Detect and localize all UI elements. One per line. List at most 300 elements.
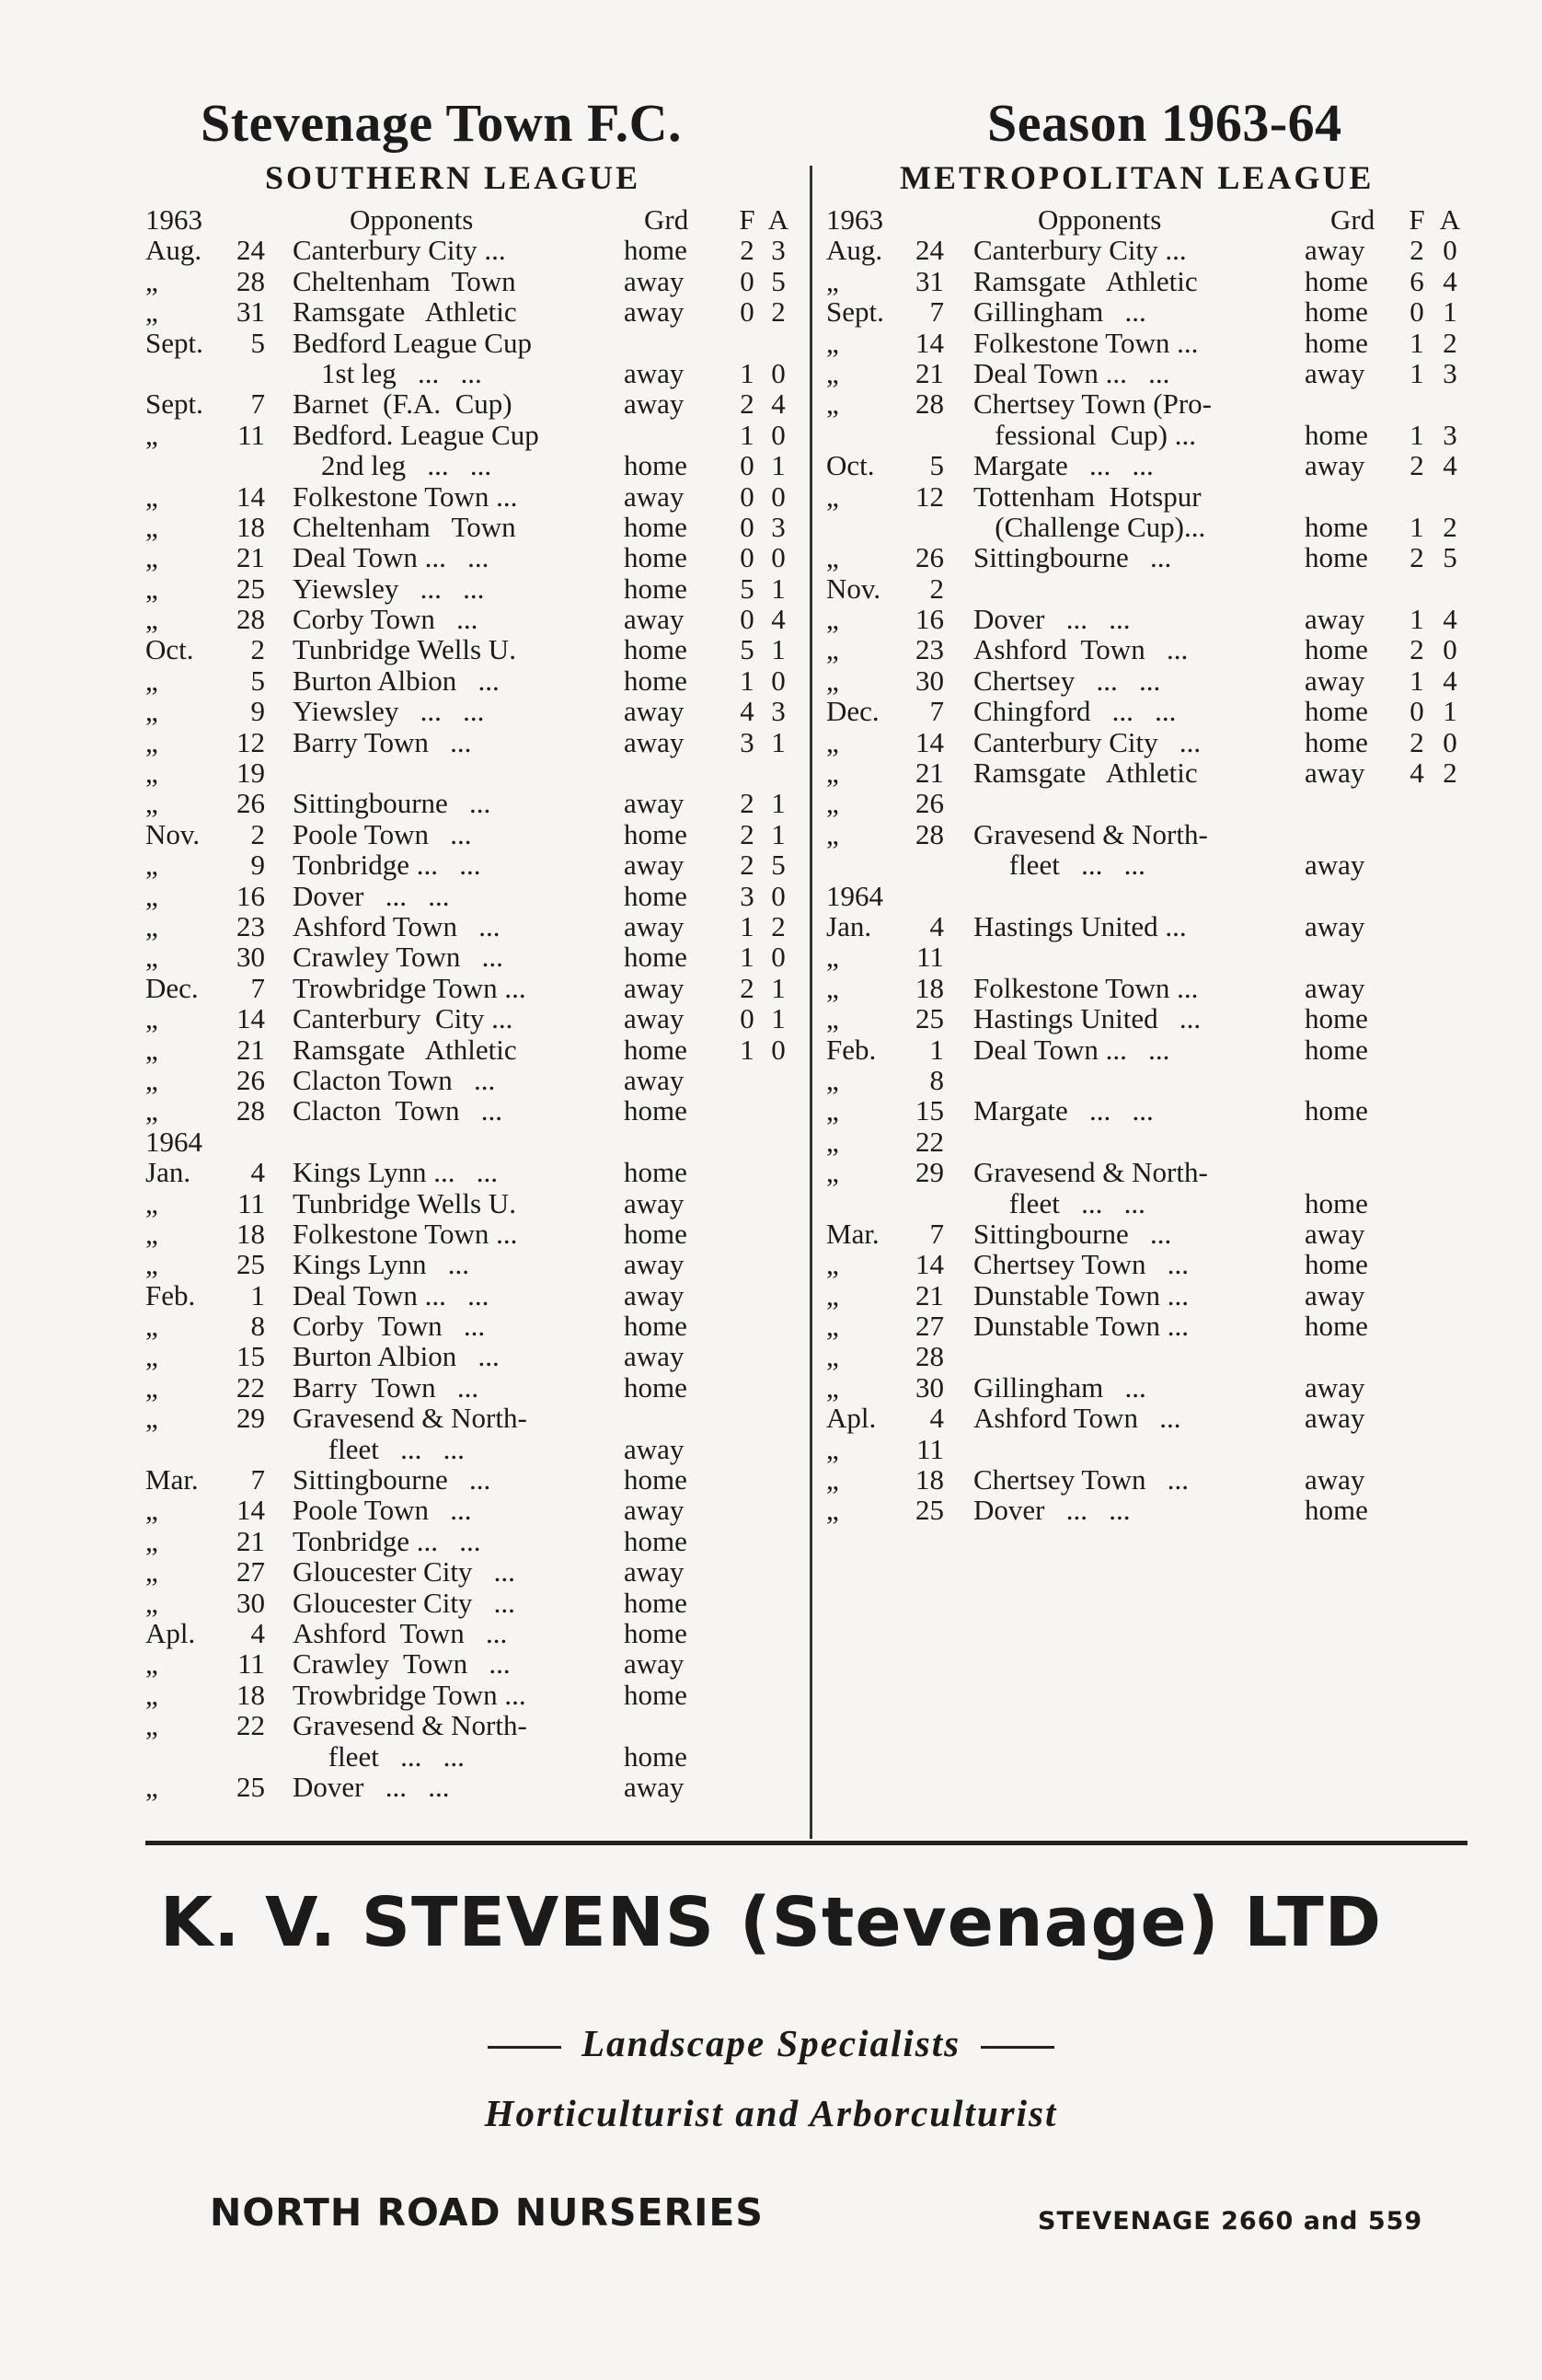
fixture-goals-against: 2: [1443, 510, 1457, 543]
fixture-row: [145, 973, 800, 1003]
fixture-ground: home: [624, 1678, 687, 1711]
fixture-opponent: Dover ... ...: [293, 879, 450, 912]
fixture-opponent: Margate ... ...: [973, 449, 1154, 482]
fixture-month: „: [145, 1186, 158, 1219]
fixture-day: 23: [236, 909, 265, 942]
fixture-goals-against: 1: [771, 449, 786, 482]
fixture-goals-against: 1: [1443, 295, 1457, 329]
fixture-opponent: Tonbridge ... ...: [293, 849, 481, 882]
fixture-opponent: Cheltenham Town: [293, 264, 516, 297]
fixture-row: [145, 388, 800, 419]
fixture-day: 2: [250, 817, 265, 850]
fixture-goals-against: 3: [771, 234, 786, 267]
fixture-ground: away: [624, 1063, 685, 1096]
fixture-day: 25: [236, 1770, 265, 1803]
fixture-opponent: 2nd leg ... ...: [293, 449, 492, 482]
fixture-opponent: Ramsgate Athletic: [973, 757, 1198, 790]
fixture-day: 28: [915, 387, 944, 421]
fixture-goals-for: 6: [1410, 264, 1424, 297]
fixture-day: 1: [250, 1278, 265, 1311]
fixture-day: 11: [916, 1432, 944, 1465]
fixture-ground: away: [624, 1494, 685, 1527]
fixture-month: „: [145, 879, 158, 912]
fixture-opponent: Bedford League Cup: [293, 326, 532, 359]
fixture-month: „: [145, 1494, 158, 1527]
fixture-goals-for: 2: [1410, 449, 1424, 482]
fixture-ground: away: [624, 1555, 685, 1589]
fixture-goals-against: 0: [771, 664, 786, 697]
fixture-opponent: Ramsgate Athletic: [293, 295, 517, 329]
fixture-month: Dec.: [826, 695, 880, 728]
fixture-month: „: [145, 1340, 158, 1373]
fixture-goals-for: 0: [740, 603, 754, 636]
fixture-opponent: Sittingbourne ...: [973, 1217, 1172, 1250]
fixture-ground: away: [624, 787, 685, 820]
fixture-month: „: [145, 418, 158, 451]
column-divider: [810, 166, 812, 1839]
fixture-ground: home: [624, 1033, 687, 1066]
fixture-day: 26: [915, 787, 944, 820]
fixture-ground: home: [624, 572, 687, 605]
fixture-ground: away: [624, 1248, 685, 1281]
fixture-day: 22: [236, 1709, 265, 1742]
fixture-month: „: [145, 295, 158, 329]
fixture-row: [826, 542, 1470, 572]
fixture-day: 11: [916, 941, 944, 974]
fixture-month: Feb.: [826, 1033, 877, 1066]
fixture-day: 21: [236, 1033, 265, 1066]
fixture-rows: [826, 235, 1470, 1525]
fixture-day: 12: [915, 479, 944, 513]
fixture-row: [145, 296, 800, 327]
fixture-month: „: [145, 1002, 158, 1035]
fixture-ground: home: [624, 1739, 687, 1773]
fixture-opponent: Dover ... ...: [293, 1770, 450, 1803]
fixture-goals-against: 4: [771, 603, 786, 636]
fixture-opponent: Folkestone Town ...: [293, 479, 518, 513]
fixture-goals-for: 2: [740, 787, 754, 820]
fixture-month: Sept.: [826, 295, 884, 329]
fixture-row: [826, 788, 1470, 818]
fixture-goals-against: 1: [771, 572, 786, 605]
fixture-month: „: [145, 1402, 158, 1435]
fixture-goals-for: 0: [740, 295, 754, 329]
fixture-opponent: Cheltenham Town: [293, 510, 516, 543]
fixture-ground: home: [1305, 541, 1368, 574]
fixture-month: „: [826, 1310, 839, 1343]
fixture-ground: away: [1305, 1402, 1365, 1435]
fixture-opponent: Ramsgate Athletic: [293, 1033, 517, 1066]
fixture-row: [826, 1311, 1470, 1341]
fixture-row: [826, 235, 1470, 265]
fixture-goals-for: 1: [1410, 356, 1424, 389]
fixtures-header: [145, 204, 800, 235]
fixture-opponent: Poole Town ...: [293, 1494, 472, 1527]
fixture-row: [826, 388, 1470, 419]
fixture-day: 27: [236, 1555, 265, 1589]
fixture-goals-against: 3: [771, 695, 786, 728]
fixture-ground: home: [624, 817, 687, 850]
fixture-row: [826, 512, 1470, 542]
fixture-ground: away: [1305, 234, 1365, 267]
fixture-row: [826, 1034, 1470, 1065]
fixture-row: [145, 1741, 800, 1772]
year-header: 1963: [145, 203, 202, 236]
fixture-day: 16: [915, 603, 944, 636]
fixture-opponent: Deal Town ... ...: [293, 541, 489, 574]
fixture-opponent: Folkestone Town ...: [293, 1217, 518, 1250]
fixture-day: 14: [915, 725, 944, 758]
fixture-ground: away: [624, 387, 685, 421]
fixture-row: [145, 450, 800, 480]
fixture-ground: away: [624, 1186, 685, 1219]
fixture-row: [826, 1403, 1470, 1433]
fixture-day: 21: [915, 1278, 944, 1311]
fixture-ground: away: [1305, 664, 1365, 697]
fixture-row: [826, 634, 1470, 664]
fixture-opponent: Canterbury City ...: [293, 234, 506, 267]
fixture-opponent: Folkestone Town ...: [973, 326, 1199, 359]
fixture-month: 1964: [145, 1125, 202, 1158]
fixture-goals-against: 1: [771, 633, 786, 666]
fixture-row: [145, 665, 800, 696]
fixture-ground: away: [624, 725, 685, 758]
fixture-day: 14: [915, 1248, 944, 1281]
fixture-day: 28: [915, 1340, 944, 1373]
fixture-ground: away: [624, 295, 685, 329]
fixture-ground: away: [1305, 1463, 1365, 1496]
fixture-day: 7: [929, 695, 944, 728]
fixture-day: 25: [236, 1248, 265, 1281]
fixture-month: „: [145, 510, 158, 543]
fixture-day: 30: [915, 664, 944, 697]
fixture-goals-for: 2: [1410, 725, 1424, 758]
fixture-day: 15: [236, 1340, 265, 1373]
fixture-ground: away: [624, 1432, 685, 1465]
fixture-day: 21: [915, 757, 944, 790]
fixture-ground: home: [1305, 326, 1368, 359]
fixture-row: [826, 1157, 1470, 1187]
fixture-ground: home: [1305, 633, 1368, 666]
fixture-row: [145, 1710, 800, 1740]
fixture-row: [145, 1126, 800, 1157]
fixture-day: 11: [237, 418, 265, 451]
fixture-day: 28: [236, 603, 265, 636]
fixture-opponent: Ashford Town ...: [973, 1402, 1181, 1435]
fixture-month: „: [826, 817, 839, 850]
fixture-month: „: [826, 1063, 839, 1096]
fixture-opponent: Gravesend & North-: [973, 1156, 1208, 1189]
fixture-day: 29: [915, 1156, 944, 1189]
fixture-ground: home: [1305, 1094, 1368, 1127]
fixture-opponent: Poole Town ...: [293, 817, 472, 850]
fixture-month: „: [826, 1432, 839, 1465]
fixture-goals-against: 4: [1443, 603, 1457, 636]
fixture-month: „: [826, 326, 839, 359]
fixture-opponent: Canterbury City ...: [973, 725, 1202, 758]
fixture-opponent: Barnet (F.A. Cup): [293, 387, 512, 421]
fixture-ground: home: [1305, 1310, 1368, 1343]
metropolitan-league-fixtures: [826, 204, 1470, 1526]
fixture-row: [145, 757, 800, 788]
fixture-row: [145, 788, 800, 818]
fixture-row: [145, 1648, 800, 1679]
fixture-day: 8: [250, 1310, 265, 1343]
advert-address: NORTH ROAD NURSERIES: [210, 2190, 764, 2235]
fixture-opponent: Chingford ... ...: [973, 695, 1177, 728]
fixture-opponent: Sittingbourne ...: [293, 1463, 491, 1496]
fixture-opponent: Burton Albion ...: [293, 1340, 500, 1373]
fixture-opponent: Sittingbourne ...: [293, 787, 491, 820]
fixture-goals-for: 4: [1410, 757, 1424, 790]
fixture-goals-against: 3: [1443, 356, 1457, 389]
advert-tagline-text: Landscape Specialists: [581, 2022, 961, 2064]
fixture-day: 18: [236, 510, 265, 543]
fixture-month: „: [826, 1463, 839, 1496]
fixture-opponent: Folkestone Town ...: [973, 971, 1199, 1004]
fixture-ground: home: [1305, 725, 1368, 758]
fixture-month: „: [145, 1310, 158, 1343]
fixture-ground: away: [624, 1002, 685, 1035]
fixture-month: „: [145, 603, 158, 636]
fixture-ground: away: [624, 1278, 685, 1311]
fixture-row: [145, 1588, 800, 1618]
fixture-month: „: [145, 664, 158, 697]
fixture-month: „: [145, 1217, 158, 1250]
year-header: 1963: [826, 203, 883, 236]
fixture-row: [145, 911, 800, 942]
fixture-day: 28: [915, 817, 944, 850]
fixture-day: 4: [929, 1402, 944, 1435]
fixture-day: 21: [915, 356, 944, 389]
fixture-row: [145, 1095, 800, 1126]
fixture-opponent: (Challenge Cup)...: [973, 510, 1206, 543]
fixture-opponent: Tunbridge Wells U.: [293, 1186, 516, 1219]
fixture-day: 11: [237, 1647, 265, 1681]
fixture-day: 23: [915, 633, 944, 666]
fixture-row: [826, 266, 1470, 296]
fixture-day: 18: [236, 1678, 265, 1711]
fixture-ground: home: [624, 1463, 687, 1496]
fixture-ground: away: [624, 1647, 685, 1681]
fixture-month: Jan.: [826, 909, 872, 942]
fixture-day: 28: [236, 1094, 265, 1127]
fixture-row: [826, 1372, 1470, 1403]
fixture-month: „: [826, 356, 839, 389]
fixture-month: „: [145, 541, 158, 574]
fixture-row: [145, 1003, 800, 1034]
fixture-row: [145, 1311, 800, 1341]
fixture-row: [826, 849, 1470, 880]
fixture-day: 7: [250, 387, 265, 421]
fixture-day: 7: [250, 971, 265, 1004]
fixture-month: „: [826, 603, 839, 636]
fixture-month: „: [145, 1094, 158, 1127]
fixture-ground: home: [624, 541, 687, 574]
fixture-opponent: Yiewsley ... ...: [293, 572, 485, 605]
fixture-opponent: Chertsey Town (Pro-: [973, 387, 1213, 421]
fixture-row: [145, 420, 800, 450]
fixture-row: [145, 1249, 800, 1279]
fixture-goals-for: 0: [1410, 695, 1424, 728]
fixture-row: [145, 358, 800, 388]
fixture-day: 24: [236, 234, 265, 267]
fixture-row: [826, 1434, 1470, 1464]
fixture-row: [145, 512, 800, 542]
fixture-opponent: Corby Town ...: [293, 1310, 486, 1343]
fixture-goals-against: 3: [771, 510, 786, 543]
fixture-row: [145, 1034, 800, 1065]
fixture-row: [826, 604, 1470, 634]
fixture-day: 14: [915, 326, 944, 359]
fixture-ground: away: [624, 356, 685, 389]
fixture-goals-for: 1: [1410, 510, 1424, 543]
fixture-ground: home: [624, 1310, 687, 1343]
fixture-month: „: [826, 541, 839, 574]
fixture-goals-against: 0: [771, 879, 786, 912]
fixture-month: „: [145, 757, 158, 790]
fixture-day: 14: [236, 1002, 265, 1035]
fixture-ground: home: [1305, 1002, 1368, 1035]
fixture-opponent: Ashford Town ...: [293, 909, 501, 942]
fixture-goals-against: 1: [771, 817, 786, 850]
fixture-opponent: Crawley Town ...: [293, 941, 503, 974]
fixture-day: 8: [929, 1063, 944, 1096]
fixture-month: „: [826, 664, 839, 697]
fixture-month: „: [145, 572, 158, 605]
fixture-opponent: Margate ... ...: [973, 1094, 1154, 1127]
fixture-row: [826, 420, 1470, 450]
fixture-ground: away: [1305, 1217, 1365, 1250]
fixture-opponent: Canterbury City ...: [973, 234, 1187, 267]
fixture-ground: away: [624, 909, 685, 942]
fixture-goals-for: 1: [740, 941, 754, 974]
southern-league-fixtures: [145, 204, 800, 1802]
advert-tagline: [0, 2021, 1542, 2065]
season-title: Season 1963-64: [987, 93, 1342, 153]
fixture-ground: away: [624, 603, 685, 636]
fixture-opponent: Dover ... ...: [973, 603, 1131, 636]
fixture-month: Oct.: [826, 449, 875, 482]
fixture-opponent: Chertsey Town ...: [973, 1463, 1190, 1496]
fixture-ground: away: [1305, 1278, 1365, 1311]
fixture-opponent: Tonbridge ... ...: [293, 1524, 481, 1557]
fixture-opponent: Deal Town ... ...: [293, 1278, 489, 1311]
fixture-goals-against: 5: [771, 849, 786, 882]
fixture-goals-for: 0: [740, 449, 754, 482]
fixture-day: 9: [250, 849, 265, 882]
fixture-day: 25: [236, 572, 265, 605]
fixture-month: „: [826, 1248, 839, 1281]
fixture-goals-against: 1: [1443, 695, 1457, 728]
fixture-ground: away: [1305, 971, 1365, 1004]
fixture-row: [145, 266, 800, 296]
fixture-month: „: [145, 909, 158, 942]
fixture-day: 25: [915, 1002, 944, 1035]
fixture-row: [826, 973, 1470, 1003]
fixture-opponent: fleet ... ...: [973, 849, 1145, 882]
fixture-day: 25: [915, 1494, 944, 1527]
fixture-month: „: [145, 1555, 158, 1589]
fixture-ground: away: [1305, 449, 1365, 482]
fixture-month: „: [145, 1770, 158, 1803]
fixture-month: „: [826, 941, 839, 974]
fixture-opponent: Crawley Town ...: [293, 1647, 511, 1681]
fixture-goals-against: 0: [771, 1033, 786, 1066]
fixture-month: Sept.: [145, 387, 203, 421]
fixture-day: 22: [915, 1125, 944, 1158]
fixture-row: [145, 1065, 800, 1095]
fixture-row: [145, 1556, 800, 1587]
fixture-month: „: [145, 479, 158, 513]
fixture-opponent: Bedford. League Cup: [293, 418, 539, 451]
fixture-day: 26: [236, 787, 265, 820]
fixture-row: [145, 849, 800, 880]
fixture-ground: home: [624, 1616, 687, 1649]
fixture-row: [145, 1219, 800, 1249]
fixture-ground: home: [624, 941, 687, 974]
fixture-ground: away: [1305, 356, 1365, 389]
fixture-row: [145, 1464, 800, 1495]
fixture-row: [145, 1372, 800, 1403]
fixture-goals-against: 4: [771, 387, 786, 421]
fixture-month: „: [145, 725, 158, 758]
fixture-row: [145, 727, 800, 757]
fixture-ground: home: [1305, 1494, 1368, 1527]
fixture-month: Feb.: [145, 1278, 196, 1311]
fixture-row: [826, 881, 1470, 911]
fixture-opponent: 1st leg ... ...: [293, 356, 482, 389]
fixture-ground: away: [624, 479, 685, 513]
southern-league-heading: SOUTHERN LEAGUE: [265, 159, 641, 196]
fixture-opponent: fessional Cup) ...: [973, 418, 1196, 451]
fixture-goals-against: 0: [1443, 234, 1457, 267]
fixture-row: [145, 881, 800, 911]
fixture-opponent: fleet ... ...: [973, 1186, 1145, 1219]
fixture-ground: home: [624, 1094, 687, 1127]
fixture-row: [826, 1065, 1470, 1095]
fixture-month: „: [826, 757, 839, 790]
fixture-opponent: Gloucester City ...: [293, 1555, 515, 1589]
fixture-goals-for: 2: [740, 234, 754, 267]
fixture-ground: home: [1305, 1248, 1368, 1281]
fixture-row: [145, 1434, 800, 1464]
fixture-goals-against: 2: [771, 909, 786, 942]
fixture-month: „: [145, 1586, 158, 1619]
fixture-goals-for: 0: [740, 510, 754, 543]
fixture-row: [826, 1464, 1470, 1495]
fixture-goals-against: 2: [1443, 757, 1457, 790]
fixture-ground: home: [1305, 295, 1368, 329]
fixture-row: [826, 1280, 1470, 1311]
fixture-day: 7: [929, 295, 944, 329]
fixture-goals-against: 4: [1443, 264, 1457, 297]
fixture-month: „: [826, 479, 839, 513]
fixture-row: [826, 1126, 1470, 1157]
fixture-month: Jan.: [145, 1156, 191, 1189]
fixture-goals-for: 1: [1410, 326, 1424, 359]
fixture-opponent: Corby Town ...: [293, 603, 478, 636]
fixture-goals-against: 4: [1443, 664, 1457, 697]
fixture-row: [145, 1618, 800, 1648]
fixture-ground: away: [1305, 1370, 1365, 1404]
fixture-ground: away: [624, 849, 685, 882]
fixture-row: [826, 328, 1470, 358]
fixture-row: [145, 1680, 800, 1710]
fixture-ground: away: [1305, 603, 1365, 636]
fixture-opponent: Dunstable Town ...: [973, 1310, 1190, 1343]
fixture-day: 27: [915, 1310, 944, 1343]
